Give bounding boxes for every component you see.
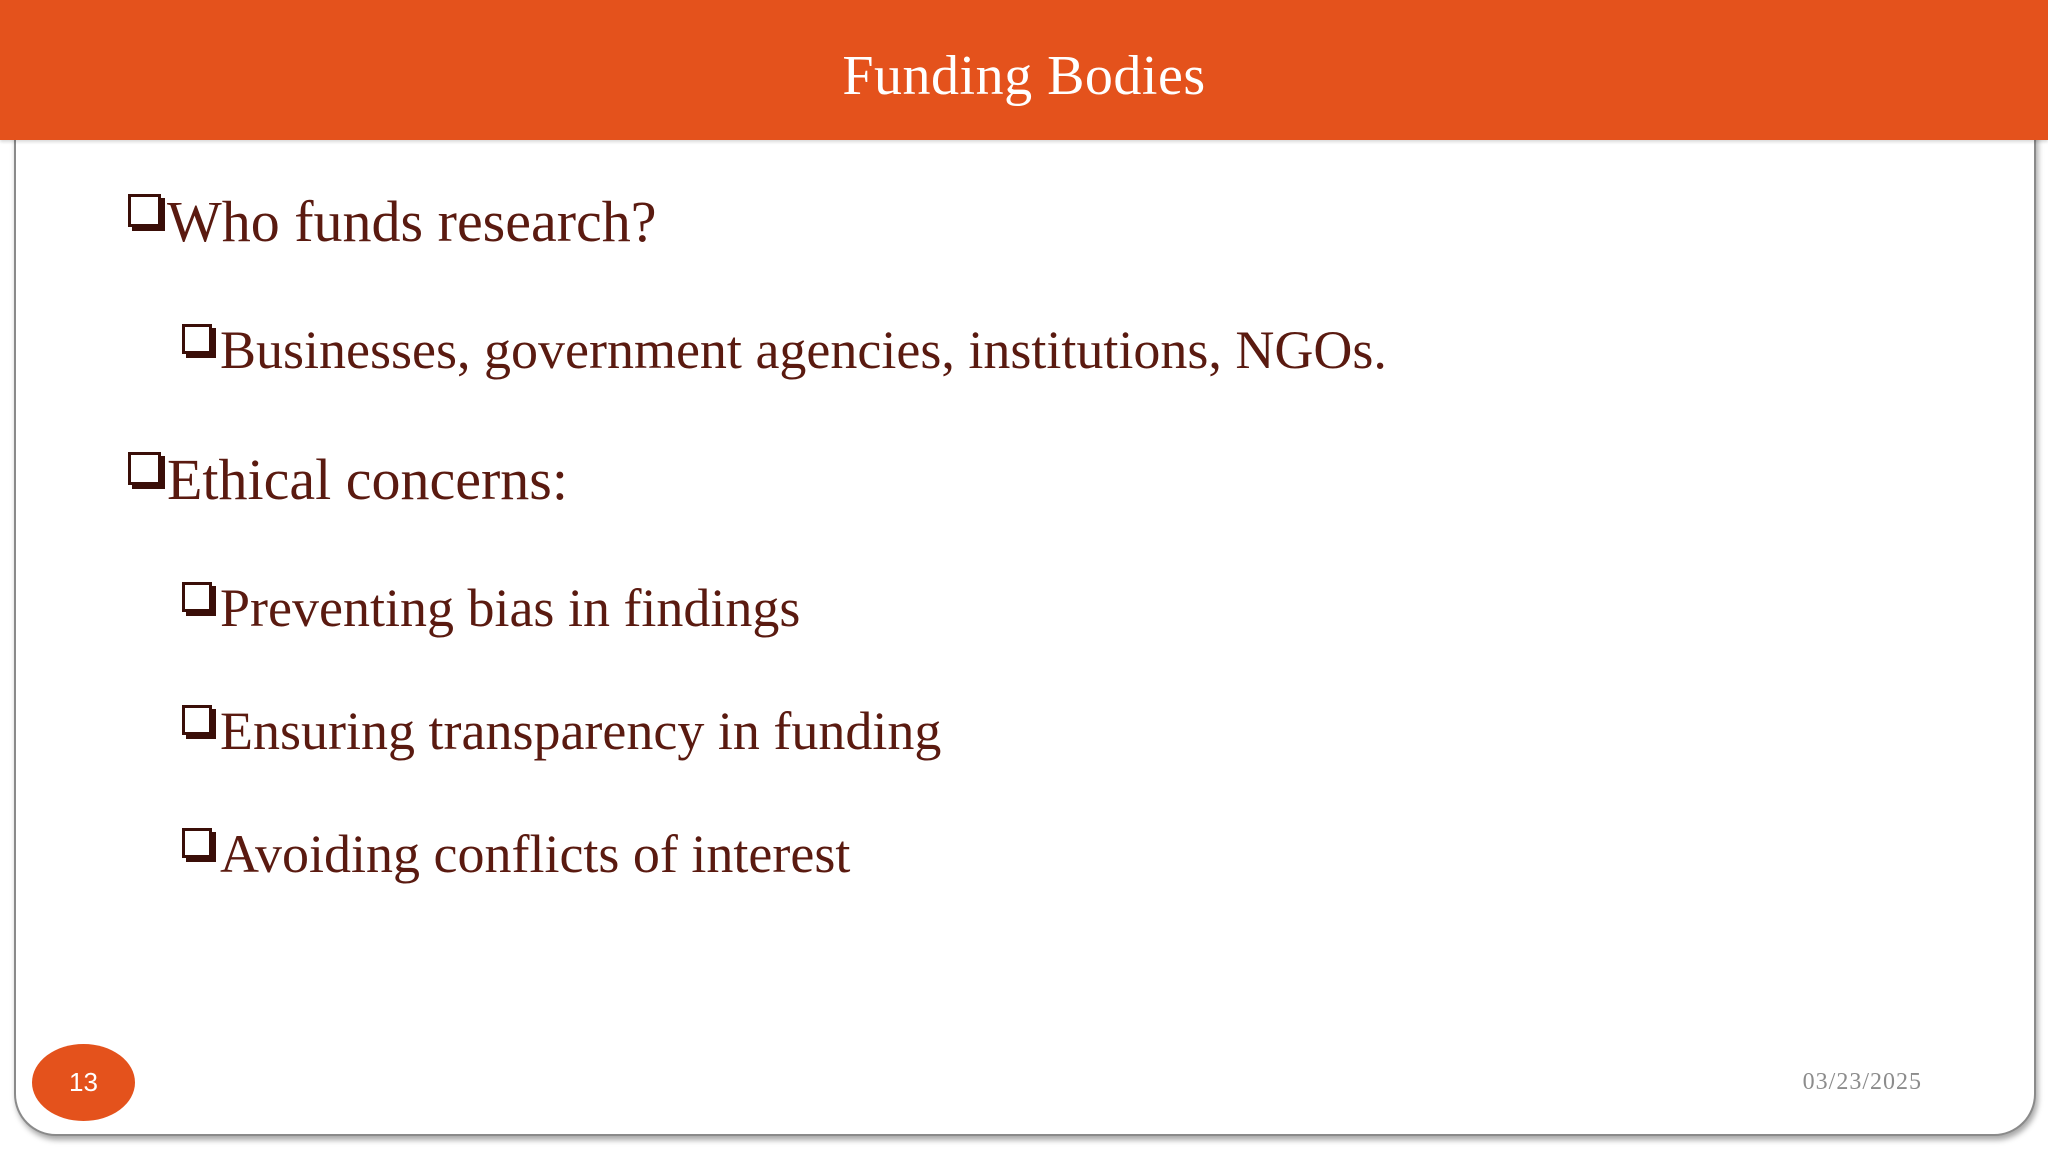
- square-bullet-icon: [128, 194, 161, 227]
- sub-bullet-item: [182, 320, 1387, 380]
- bullet-item: [128, 190, 657, 254]
- sub-bullet-text: Ensuring transparency in funding: [220, 701, 942, 761]
- slide-title: Funding Bodies: [842, 45, 1206, 107]
- page-number: 13: [69, 1067, 98, 1097]
- square-bullet-icon: [182, 324, 212, 354]
- sub-bullet-text: Avoiding conflicts of interest: [220, 824, 851, 884]
- sub-bullet-item: [182, 701, 941, 761]
- slide-date: 03/23/2025: [1802, 1069, 1922, 1095]
- square-bullet-icon: [182, 828, 212, 858]
- square-bullet-icon: [128, 452, 161, 485]
- bullet-item: [128, 448, 568, 512]
- square-bullet-icon: [182, 705, 212, 735]
- sub-bullet-item: [182, 578, 800, 638]
- sub-bullet-text: Businesses, government agencies, institutions, NGOs.: [220, 320, 1387, 380]
- sub-bullet-item: [182, 824, 850, 884]
- sub-bullet-text: Preventing bias in findings: [220, 578, 801, 638]
- square-bullet-icon: [182, 582, 212, 612]
- bullet-text: Who funds research?: [167, 189, 657, 254]
- bullet-text: Ethical concerns:: [167, 447, 568, 512]
- title-bar: [0, 0, 2048, 140]
- page-number-badge: [32, 1044, 135, 1121]
